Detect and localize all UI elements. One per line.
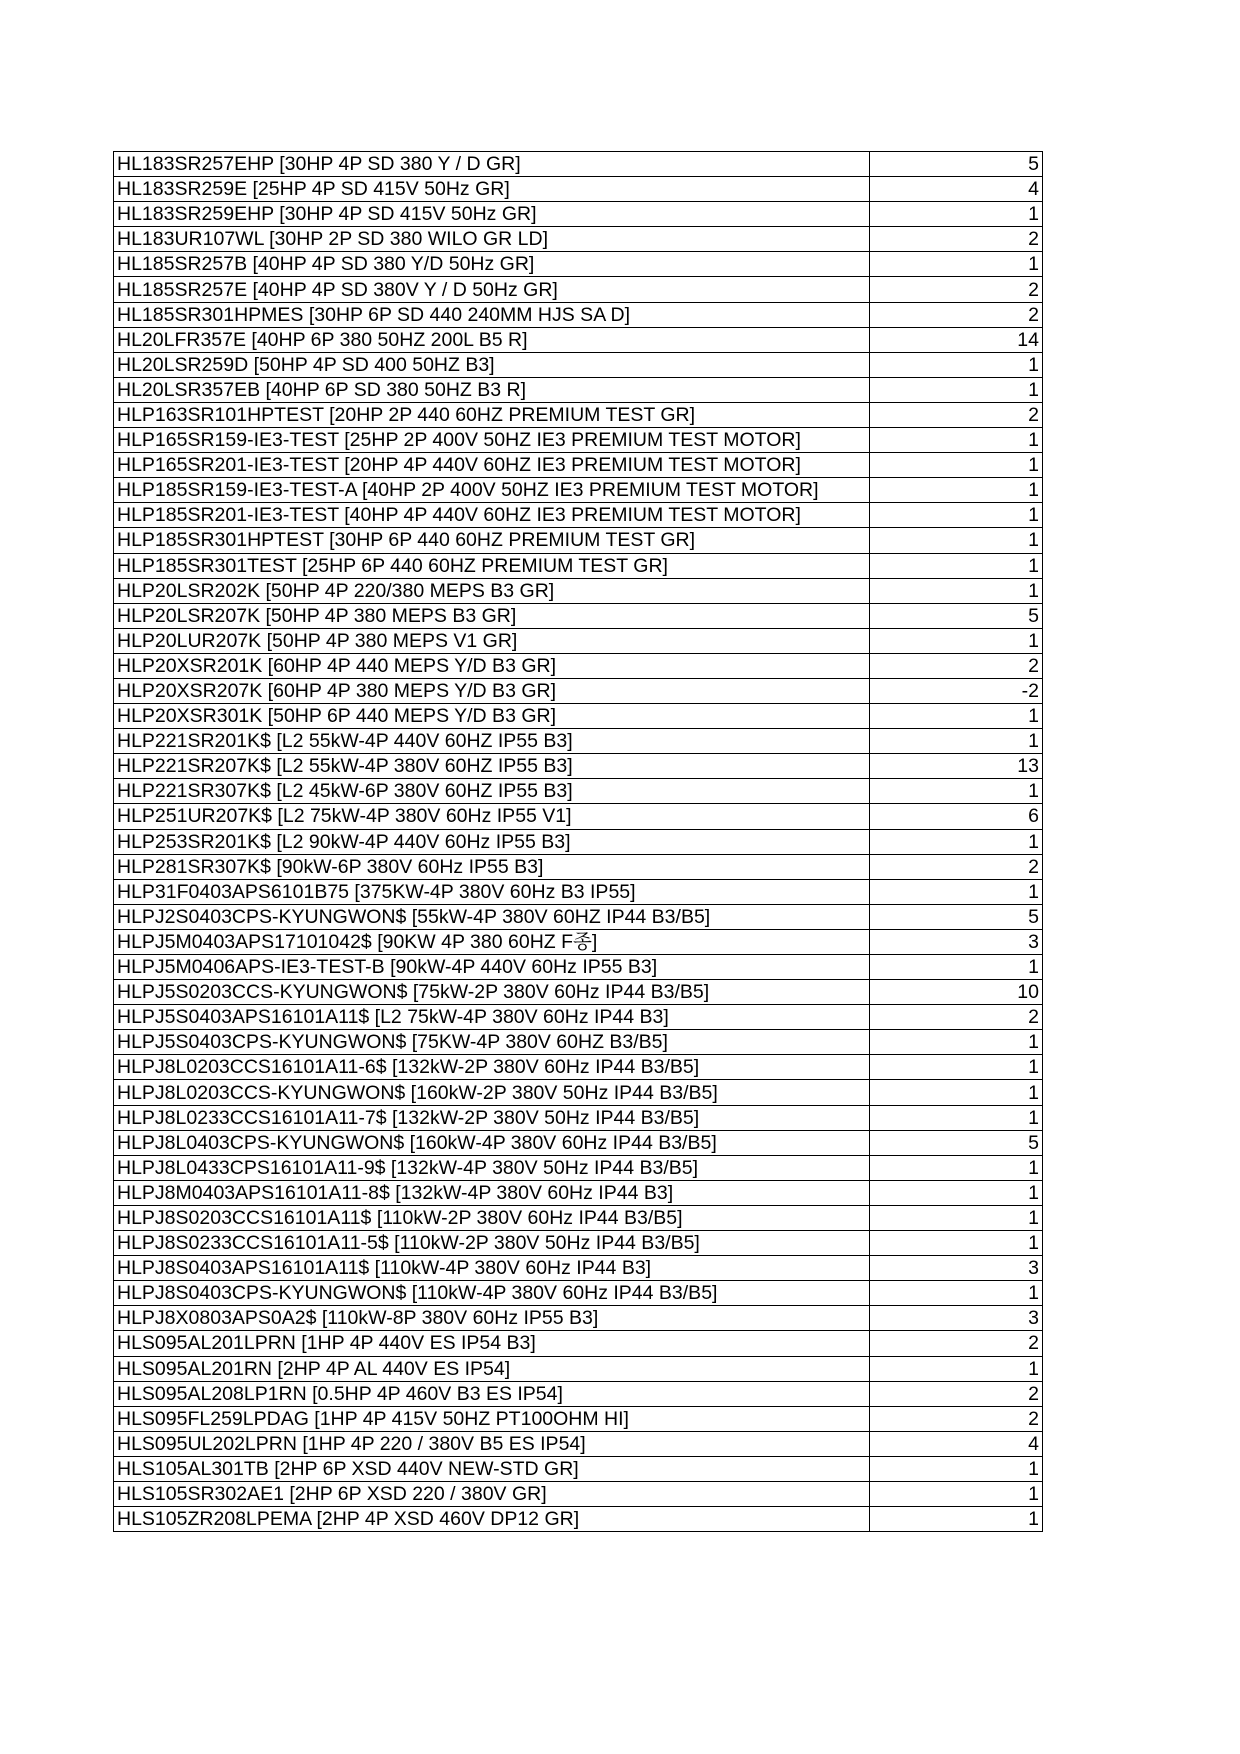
item-description-cell: HLPJ5S0403APS16101A11$ [L2 75kW-4P 380V 60Hz IP44 B3] (114, 1005, 870, 1030)
item-quantity-cell: 1 (870, 1180, 1043, 1205)
item-description-cell: HLPJ8M0403APS16101A11-8$ [132kW-4P 380V 60Hz IP44 B3] (114, 1180, 870, 1205)
item-description-cell: HLS095AL208LP1RN [0.5HP 4P 460V B3 ES IP54] (114, 1381, 870, 1406)
item-description-cell: HLP163SR101HPTEST [20HP 2P 440 60HZ PREMIUM TEST GR] (114, 402, 870, 427)
item-quantity-cell: 2 (870, 227, 1043, 252)
table-row (114, 1281, 1043, 1306)
table-row (114, 1256, 1043, 1281)
item-description-cell: HLP185SR301TEST [25HP 6P 440 60HZ PREMIUM TEST GR] (114, 553, 870, 578)
item-quantity-cell: 1 (870, 252, 1043, 277)
item-description-cell: HL183SR257EHP [30HP 4P SD 380 Y / D GR] (114, 152, 870, 177)
table-row (114, 428, 1043, 453)
inventory-table-body (114, 152, 1043, 1532)
item-description-cell: HLP20XSR207K [60HP 4P 380 MEPS Y/D B3 GR] (114, 678, 870, 703)
item-description-cell: HL183SR259EHP [30HP 4P SD 415V 50Hz GR] (114, 202, 870, 227)
item-description-cell: HLP165SR159-IE3-TEST [25HP 2P 400V 50HZ IE3 PREMIUM TEST MOTOR] (114, 428, 870, 453)
item-quantity-cell: 2 (870, 277, 1043, 302)
table-row (114, 754, 1043, 779)
table-row (114, 1456, 1043, 1481)
item-description-cell: HLPJ8L0433CPS16101A11-9$ [132kW-4P 380V 50Hz IP44 B3/B5] (114, 1155, 870, 1180)
table-row (114, 704, 1043, 729)
table-row (114, 678, 1043, 703)
item-description-cell: HLP221SR307K$ [L2 45kW-6P 380V 60HZ IP55 B3] (114, 779, 870, 804)
table-row (114, 779, 1043, 804)
table-row (114, 1080, 1043, 1105)
item-quantity-cell: 1 (870, 955, 1043, 980)
item-quantity-cell: 13 (870, 754, 1043, 779)
item-quantity-cell: 1 (870, 1281, 1043, 1306)
item-quantity-cell: 5 (870, 152, 1043, 177)
item-description-cell: HLP20LSR207K [50HP 4P 380 MEPS B3 GR] (114, 603, 870, 628)
table-row (114, 1381, 1043, 1406)
table-row (114, 1030, 1043, 1055)
table-row (114, 1507, 1043, 1532)
item-quantity-cell: 1 (870, 202, 1043, 227)
item-quantity-cell: 6 (870, 804, 1043, 829)
item-quantity-cell: 1 (870, 352, 1043, 377)
item-description-cell: HLPJ8S0403CPS-KYUNGWON$ [110kW-4P 380V 60Hz IP44 B3/B5] (114, 1281, 870, 1306)
table-row (114, 929, 1043, 954)
table-row (114, 1005, 1043, 1030)
item-description-cell: HL183SR259E [25HP 4P SD 415V 50Hz GR] (114, 177, 870, 202)
table-row (114, 252, 1043, 277)
table-row (114, 528, 1043, 553)
item-description-cell: HLPJ5M0406APS-IE3-TEST-B [90kW-4P 440V 60Hz IP55 B3] (114, 955, 870, 980)
item-quantity-cell: 1 (870, 478, 1043, 503)
item-quantity-cell: 1 (870, 528, 1043, 553)
item-description-cell: HLP20XSR201K [60HP 4P 440 MEPS Y/D B3 GR] (114, 653, 870, 678)
item-description-cell: HLS105SR302AE1 [2HP 6P XSD 220 / 380V GR] (114, 1481, 870, 1506)
item-quantity-cell: 2 (870, 402, 1043, 427)
item-description-cell: HL20LSR357EB [40HP 6P SD 380 50HZ B3 R] (114, 377, 870, 402)
item-quantity-cell: 2 (870, 1331, 1043, 1356)
table-row (114, 578, 1043, 603)
item-description-cell: HL183UR107WL [30HP 2P SD 380 WILO GR LD] (114, 227, 870, 252)
item-quantity-cell: 1 (870, 628, 1043, 653)
item-description-cell: HLS095FL259LPDAG [1HP 4P 415V 50HZ PT100OHM HI] (114, 1406, 870, 1431)
table-row (114, 980, 1043, 1005)
item-quantity-cell: 1 (870, 1356, 1043, 1381)
item-quantity-cell: 1 (870, 453, 1043, 478)
item-quantity-cell: 3 (870, 1256, 1043, 1281)
table-row (114, 277, 1043, 302)
item-quantity-cell: 14 (870, 327, 1043, 352)
item-description-cell: HLS105ZR208LPEMA [2HP 4P XSD 460V DP12 GR] (114, 1507, 870, 1532)
item-description-cell: HLPJ5S0203CCS-KYUNGWON$ [75kW-2P 380V 60Hz IP44 B3/B5] (114, 980, 870, 1005)
item-quantity-cell: 1 (870, 428, 1043, 453)
item-quantity-cell: 2 (870, 854, 1043, 879)
item-quantity-cell: 2 (870, 302, 1043, 327)
item-quantity-cell: 2 (870, 1005, 1043, 1030)
item-description-cell: HL20LSR259D [50HP 4P SD 400 50HZ B3] (114, 352, 870, 377)
table-row (114, 829, 1043, 854)
table-row (114, 553, 1043, 578)
item-quantity-cell: 1 (870, 503, 1043, 528)
item-quantity-cell: 3 (870, 929, 1043, 954)
item-description-cell: HLPJ5M0403APS17101042$ [90KW 4P 380 60HZ F종] (114, 929, 870, 954)
item-description-cell: HLPJ8L0203CCS16101A11-6$ [132kW-2P 380V 60Hz IP44 B3/B5] (114, 1055, 870, 1080)
table-row (114, 628, 1043, 653)
item-quantity-cell: 1 (870, 1205, 1043, 1230)
item-quantity-cell: 1 (870, 1055, 1043, 1080)
item-description-cell: HL20LFR357E [40HP 6P 380 50HZ 200L B5 R] (114, 327, 870, 352)
item-quantity-cell: 5 (870, 603, 1043, 628)
table-row (114, 453, 1043, 478)
item-description-cell: HLPJ8L0233CCS16101A11-7$ [132kW-2P 380V 50Hz IP44 B3/B5] (114, 1105, 870, 1130)
item-description-cell: HLP221SR207K$ [L2 55kW-4P 380V 60HZ IP55 B3] (114, 754, 870, 779)
item-quantity-cell: -2 (870, 678, 1043, 703)
item-quantity-cell: 1 (870, 1080, 1043, 1105)
item-quantity-cell: 2 (870, 1406, 1043, 1431)
item-quantity-cell: 1 (870, 1481, 1043, 1506)
item-description-cell: HL185SR257B [40HP 4P SD 380 Y/D 50Hz GR] (114, 252, 870, 277)
item-quantity-cell: 1 (870, 829, 1043, 854)
table-row (114, 152, 1043, 177)
table-row (114, 879, 1043, 904)
table-row (114, 1431, 1043, 1456)
table-row (114, 1331, 1043, 1356)
table-row (114, 1481, 1043, 1506)
table-row (114, 854, 1043, 879)
item-quantity-cell: 1 (870, 779, 1043, 804)
table-row (114, 227, 1043, 252)
item-description-cell: HLP20XSR301K [50HP 6P 440 MEPS Y/D B3 GR] (114, 704, 870, 729)
item-description-cell: HLPJ2S0403CPS-KYUNGWON$ [55kW-4P 380V 60HZ IP44 B3/B5] (114, 904, 870, 929)
table-row (114, 402, 1043, 427)
table-row (114, 1205, 1043, 1230)
table-row (114, 202, 1043, 227)
item-description-cell: HLP253SR201K$ [L2 90kW-4P 440V 60Hz IP55 B3] (114, 829, 870, 854)
table-row (114, 1130, 1043, 1155)
item-description-cell: HLS095AL201LPRN [1HP 4P 440V ES IP54 B3] (114, 1331, 870, 1356)
item-description-cell: HLP185SR301HPTEST [30HP 6P 440 60HZ PREMIUM TEST GR] (114, 528, 870, 553)
table-row (114, 302, 1043, 327)
item-description-cell: HLS095AL201RN [2HP 4P AL 440V ES IP54] (114, 1356, 870, 1381)
item-description-cell: HLS105AL301TB [2HP 6P XSD 440V NEW-STD GR] (114, 1456, 870, 1481)
table-row (114, 177, 1043, 202)
item-quantity-cell: 1 (870, 578, 1043, 603)
item-description-cell: HLP31F0403APS6101B75 [375KW-4P 380V 60Hz B3 IP55] (114, 879, 870, 904)
item-description-cell: HLP20LSR202K [50HP 4P 220/380 MEPS B3 GR] (114, 578, 870, 603)
table-row (114, 804, 1043, 829)
item-quantity-cell: 5 (870, 904, 1043, 929)
item-quantity-cell: 10 (870, 980, 1043, 1005)
item-quantity-cell: 1 (870, 704, 1043, 729)
item-description-cell: HLP281SR307K$ [90kW-6P 380V 60Hz IP55 B3] (114, 854, 870, 879)
item-description-cell: HLPJ8L0403CPS-KYUNGWON$ [160kW-4P 380V 60Hz IP44 B3/B5] (114, 1130, 870, 1155)
table-row (114, 1231, 1043, 1256)
item-quantity-cell: 1 (870, 1155, 1043, 1180)
item-quantity-cell: 1 (870, 1030, 1043, 1055)
table-row (114, 904, 1043, 929)
table-row (114, 1306, 1043, 1331)
table-row (114, 1055, 1043, 1080)
item-quantity-cell: 3 (870, 1306, 1043, 1331)
item-description-cell: HL185SR257E [40HP 4P SD 380V Y / D 50Hz GR] (114, 277, 870, 302)
table-row (114, 327, 1043, 352)
item-quantity-cell: 1 (870, 879, 1043, 904)
item-description-cell: HLPJ8S0403APS16101A11$ [110kW-4P 380V 60Hz IP44 B3] (114, 1256, 870, 1281)
item-description-cell: HLPJ8L0203CCS-KYUNGWON$ [160kW-2P 380V 50Hz IP44 B3/B5] (114, 1080, 870, 1105)
table-row (114, 1356, 1043, 1381)
table-row (114, 377, 1043, 402)
item-description-cell: HLP185SR201-IE3-TEST [40HP 4P 440V 60HZ IE3 PREMIUM TEST MOTOR] (114, 503, 870, 528)
item-quantity-cell: 4 (870, 1431, 1043, 1456)
item-quantity-cell: 1 (870, 1456, 1043, 1481)
item-description-cell: HL185SR301HPMES [30HP 6P SD 440 240MM HJS SA D] (114, 302, 870, 327)
item-quantity-cell: 1 (870, 1105, 1043, 1130)
table-row (114, 1155, 1043, 1180)
item-quantity-cell: 1 (870, 553, 1043, 578)
table-row (114, 1180, 1043, 1205)
item-description-cell: HLP221SR201K$ [L2 55kW-4P 440V 60HZ IP55 B3] (114, 729, 870, 754)
item-description-cell: HLP165SR201-IE3-TEST [20HP 4P 440V 60HZ IE3 PREMIUM TEST MOTOR] (114, 453, 870, 478)
item-description-cell: HLP185SR159-IE3-TEST-A [40HP 2P 400V 50HZ IE3 PREMIUM TEST MOTOR] (114, 478, 870, 503)
item-description-cell: HLPJ8X0803APS0A2$ [110kW-8P 380V 60Hz IP55 B3] (114, 1306, 870, 1331)
table-row (114, 478, 1043, 503)
table-row (114, 729, 1043, 754)
table-row (114, 955, 1043, 980)
item-description-cell: HLPJ8S0203CCS16101A11$ [110kW-2P 380V 60Hz IP44 B3/B5] (114, 1205, 870, 1230)
table-row (114, 503, 1043, 528)
table-row (114, 653, 1043, 678)
item-quantity-cell: 2 (870, 653, 1043, 678)
table-row (114, 1406, 1043, 1431)
item-description-cell: HLP20LUR207K [50HP 4P 380 MEPS V1 GR] (114, 628, 870, 653)
item-quantity-cell: 1 (870, 377, 1043, 402)
table-row (114, 603, 1043, 628)
item-description-cell: HLP251UR207K$ [L2 75kW-4P 380V 60Hz IP55 V1] (114, 804, 870, 829)
table-row (114, 352, 1043, 377)
item-quantity-cell: 2 (870, 1381, 1043, 1406)
item-quantity-cell: 4 (870, 177, 1043, 202)
item-quantity-cell: 1 (870, 1231, 1043, 1256)
item-description-cell: HLS095UL202LPRN [1HP 4P 220 / 380V B5 ES IP54] (114, 1431, 870, 1456)
item-description-cell: HLPJ5S0403CPS-KYUNGWON$ [75KW-4P 380V 60HZ B3/B5] (114, 1030, 870, 1055)
item-quantity-cell: 1 (870, 1507, 1043, 1532)
item-quantity-cell: 1 (870, 729, 1043, 754)
item-quantity-cell: 5 (870, 1130, 1043, 1155)
inventory-table (113, 151, 1043, 1532)
item-description-cell: HLPJ8S0233CCS16101A11-5$ [110kW-2P 380V 50Hz IP44 B3/B5] (114, 1231, 870, 1256)
table-row (114, 1105, 1043, 1130)
